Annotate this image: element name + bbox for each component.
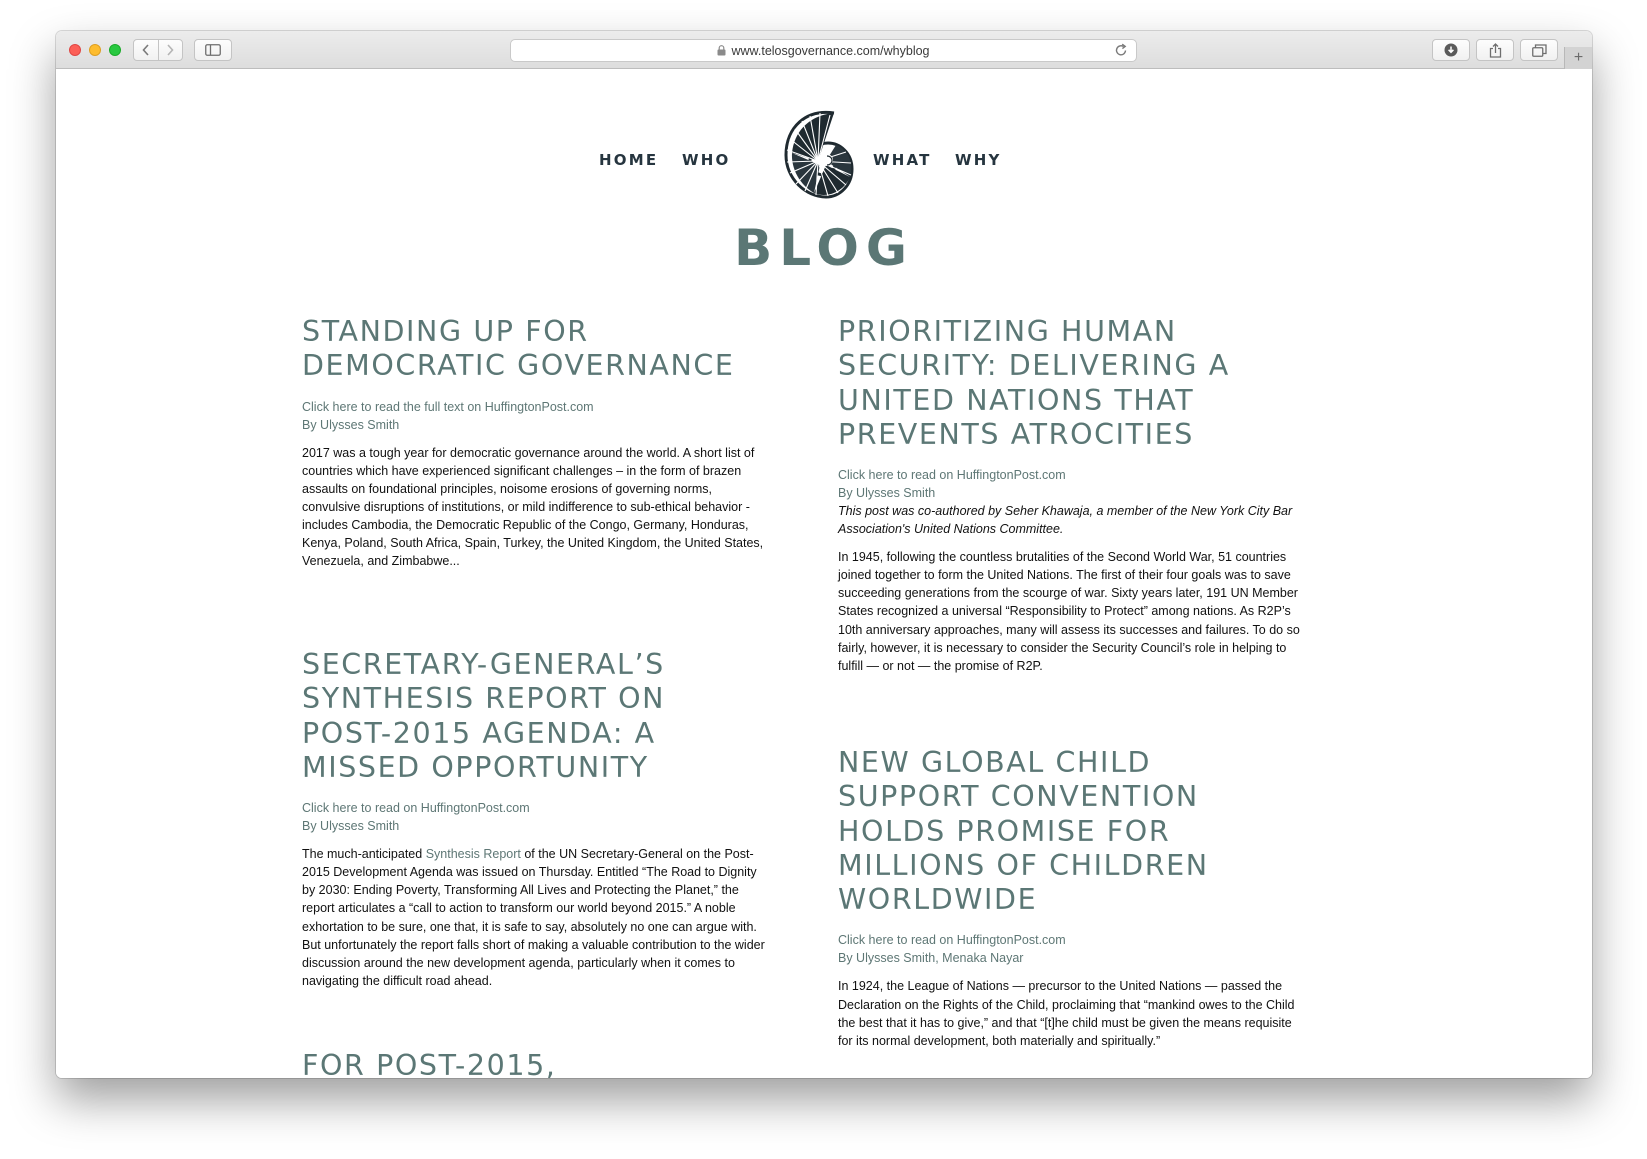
nav-home[interactable]: HOME [599,151,659,169]
post-title-line: STANDING UP FOR [302,315,589,348]
post-title[interactable] [838,315,1308,452]
chevron-left-icon [142,44,150,56]
address-bar[interactable] [510,39,1137,62]
sidebar-toggle-button[interactable] [194,39,232,61]
history-navigation [133,39,183,61]
download-icon [1444,43,1458,57]
page-content [56,69,1592,1078]
post-title-line: SECURITY: DELIVERING A [838,349,1230,383]
blog-post [302,1049,772,1078]
post-coauthor-note: This post was co-authored by Seher Khawaja, a member of the New York City Bar Association's United Nations Committee. [838,504,1293,537]
nav-who[interactable]: WHO [682,151,731,169]
post-byline: By Ulysses Smith [302,417,400,432]
post-excerpt: In 1924, the League of Nations — precursor to the United Nations — passed the Declaration on the Rights of the Child, proclaiming that “mankind owes to the Child the best that it has to give,” and that “[t]he child must be given the means requisite for its normal development, both materially and spiritually.” [838,979,1295,1048]
nav-what[interactable]: WHAT [873,151,932,169]
synthesis-report-link[interactable]: Synthesis Report [425,847,521,862]
post-excerpt [302,845,772,990]
post-excerpt: 2017 was a tough year for democratic governance around the world. A short list of countries which have experienced significant challenges – in the form of brazen assaults on foundational principles, noisome erosions of governing norms, convulsive disruptions of institutions, or mild indifference to sub-ethical behavior - includes Cambodia, the Democratic Republic of the Congo, Germany, Honduras, Kenya, Poland, South Africa, Spain, Turkey, the United Kingdom, the United States, Venezuela, and Zimbabwe... [302,445,764,569]
tabs-overview-icon [1532,44,1547,57]
post-title-line: PRIORITIZING HUMAN [838,315,1177,348]
read-more-link[interactable]: Click here to read on HuffingtonPost.com [302,801,530,816]
post-title-line: SECRETARY-GENERAL’S [302,648,665,681]
post-excerpt: In 1945, following the countless brutalities of the Second World War, 51 countries joined together to form the United Nations. The first of their four goals was to save succeeding generations from the scourge of war. Sixty years later, 191 UN Member States recognized a universal “Responsibility to Protect” among nations. As R2P’s 10th anniversary approaches, many will assess its successes and failures. To do so fairly, however, it is necessary to consider the Security Council’s role in helping to fulfill — or not — the promise of R2P. [838,550,1300,673]
browser-toolbar [56,31,1592,69]
post-byline: By Ulysses Smith, Menaka Nayar [838,951,1024,966]
post-title-line: DEMOCRATIC GOVERNANCE [302,349,735,383]
close-window-button[interactable] [69,44,81,56]
chevron-right-icon [166,44,174,56]
post-title-line: POST-2015 AGENDA: A [302,716,656,750]
read-more-link[interactable]: Click here to read on HuffingtonPost.com [838,933,1066,948]
post-title[interactable]: FOR POST-2015, [302,1049,557,1078]
post-title-line: MILLIONS OF CHILDREN [838,848,1209,882]
post-title-line: WORLDWIDE [838,883,1038,917]
minimize-window-button[interactable] [89,44,101,56]
post-title[interactable] [302,315,772,384]
reload-icon [1115,43,1128,57]
nav-why[interactable]: WHY [955,151,1002,169]
forward-button[interactable] [159,40,183,60]
zoom-window-button[interactable] [109,44,121,56]
plus-icon: + [1573,49,1584,66]
share-icon [1489,43,1502,58]
blog-post [838,315,1308,675]
page-title: BLOG [734,219,914,277]
lock-icon [717,45,726,56]
new-tab-button[interactable] [1564,47,1592,69]
read-more-link[interactable]: Click here to read the full text on HuffingtonPost.com [302,399,594,414]
post-title-line: SYNTHESIS REPORT ON [302,682,666,716]
sidebar-icon [205,44,221,56]
blog-post [838,746,1308,1050]
downloads-button[interactable] [1432,39,1470,61]
back-button[interactable] [134,40,159,60]
excerpt-text: of the UN Secretary-General on the Post-2015 Development Agenda was issued on Thursday. Entitled “The Road to Dignity by 2030: Ending Poverty, Transforming All Lives and Protecting the Planet,” the report articulates a “call to action to transform our world beyond 2015.” A noble exhortation to be sure, one that, it is safe to say, absolutely no one can argue with. But unfortunately the report falls short of making a valuable contribution to the wider discussion around the new development agenda, particularly when it comes to navigating the difficult road ahead. [302,847,765,988]
post-title-line: NEW GLOBAL CHILD [838,746,1152,779]
share-button[interactable] [1476,39,1514,61]
post-title-line: PREVENTS ATROCITIES [838,417,1194,451]
show-tabs-button[interactable] [1520,39,1558,61]
browser-window [56,31,1592,1078]
post-title[interactable] [838,746,1308,917]
url-text: www.telosgovernance.com/whyblog [731,43,930,58]
post-title-line: UNITED NATIONS THAT [838,383,1195,417]
nautilus-shell-logo-icon[interactable] [780,105,854,201]
excerpt-text: The much-anticipated [302,847,426,862]
blog-post [302,315,772,570]
post-title-line: SUPPORT CONVENTION [838,780,1199,814]
read-more-link[interactable]: Click here to read on HuffingtonPost.com [838,468,1066,483]
post-title[interactable] [302,648,772,785]
blog-post [302,648,772,990]
post-title-line: HOLDS PROMISE FOR [838,814,1171,848]
post-byline: By Ulysses Smith [838,486,936,501]
reload-button[interactable] [1115,43,1128,60]
post-byline: By Ulysses Smith [302,819,400,834]
post-title-line: MISSED OPPORTUNITY [302,750,649,784]
